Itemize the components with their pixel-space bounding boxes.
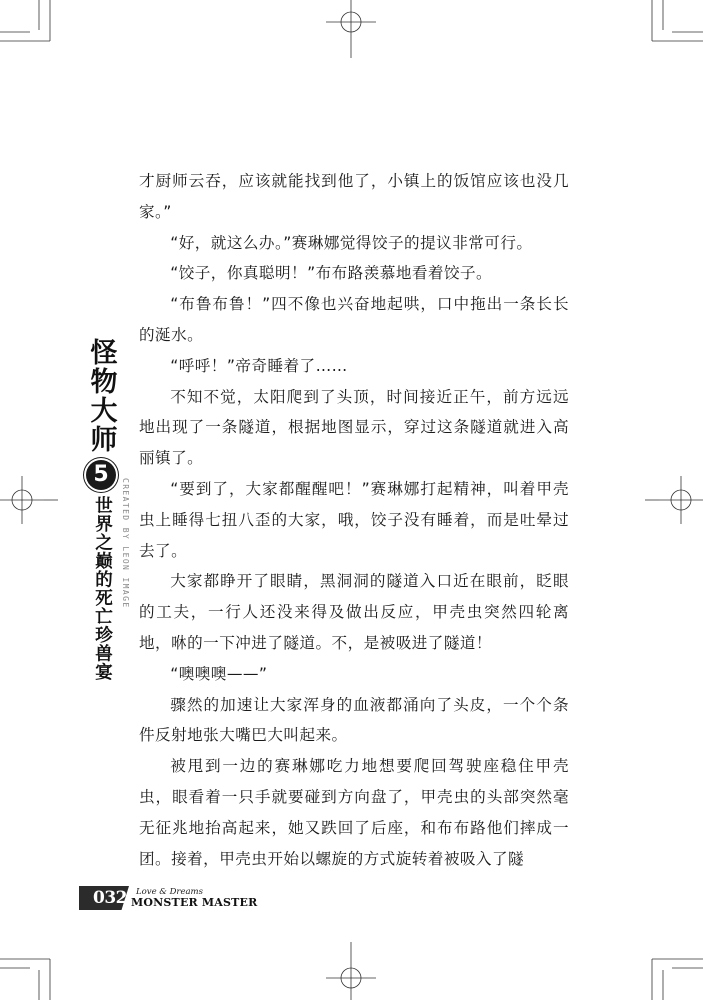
paragraph: “要到了，大家都醒醒吧！”赛琳娜打起精神，叫着甲壳虫上睡得七扭八歪的大家，哦，饺子没有睡着，而是吐晕过去了。 <box>139 479 569 560</box>
paragraph: 骤然的加速让大家浑身的血液都涌向了头皮，一个个条件反射地张大嘴巴大叫起来。 <box>139 695 569 745</box>
volume-badge: 5 <box>86 460 116 490</box>
page-footer <box>79 886 279 910</box>
paragraph: “好，就这么办。”赛琳娜觉得饺子的提议非常可行。 <box>170 233 533 252</box>
paragraph: 被甩到一边的赛琳娜吃力地想要爬回驾驶座稳住甲壳虫，眼看着一只手就要碰到方向盘了，甲壳虫的头部突然毫无征兆地抬高起来，她又跌回了后座，和布布路他们摔成一团。接着，甲壳虫开始以螺旋的方式旋转着被吸入了隧 <box>139 757 569 868</box>
paragraph: “饺子，你真聪明！”布布路羡慕地看着饺子。 <box>170 264 493 283</box>
paragraph: “呼呼！”帝奇睡着了…… <box>170 356 348 375</box>
page-number: 032 <box>93 888 127 908</box>
series-title: 怪物大师 <box>85 338 117 454</box>
paragraph: 大家都睁开了眼睛，黑洞洞的隧道入口近在眼前，眨眼的工夫，一行人还没来得及做出反应，甲壳虫突然四轮离地，咻的一下冲进了隧道。不，是被吸进了隧道！ <box>139 572 569 652</box>
brand-tagline: Love & Dreams <box>136 887 203 897</box>
book-subtitle: 世界之巅的死亡珍兽宴 <box>92 496 113 681</box>
paragraph: 不知不觉，太阳爬到了头顶，时间接近正午，前方远远地出现了一条隧道，根据地图显示，穿过这条隧道就进入高丽镇了。 <box>139 387 569 468</box>
brand-name: MONSTER MASTER <box>131 896 258 909</box>
side-title <box>78 338 124 681</box>
side-latin-credit: CREATED BY LEON IMAGE <box>121 478 130 609</box>
body-text <box>139 166 569 874</box>
paragraph: “布鲁布鲁！”四不像也兴奋地起哄，口中拖出一条长长的涎水。 <box>139 295 569 344</box>
paragraph: “噢噢噢——” <box>170 664 268 683</box>
paragraph: 才厨师云吞，应该就能找到他了，小镇上的饭馆应该也没几家。” <box>139 172 569 221</box>
